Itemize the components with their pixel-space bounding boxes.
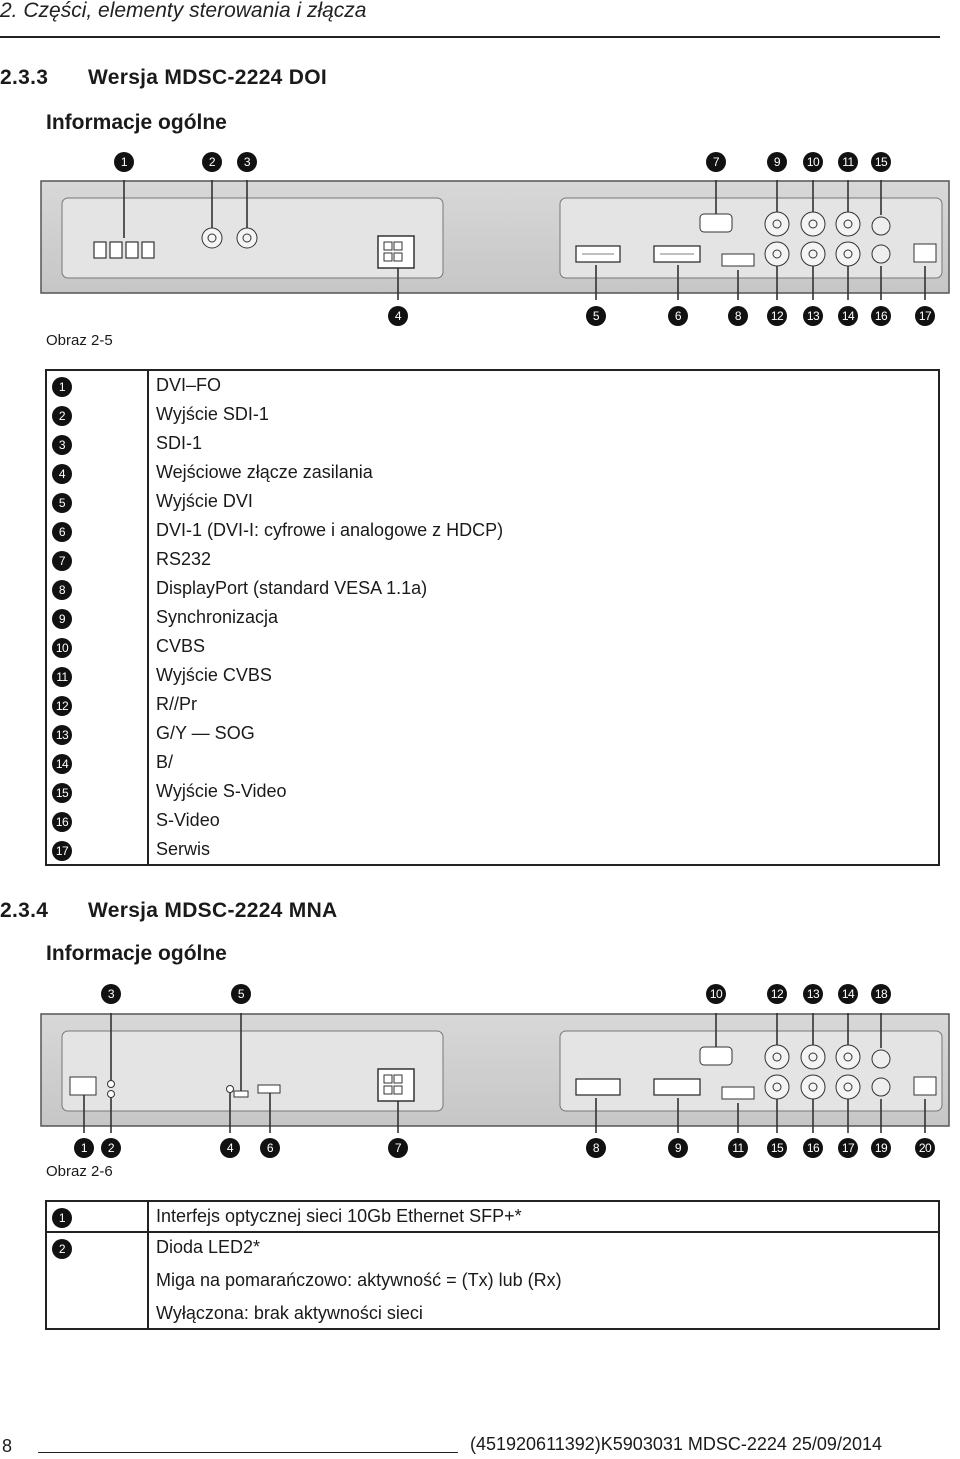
- legend-text: R//Pr: [156, 694, 198, 714]
- legend-text: DisplayPort (standard VESA 1.1a): [156, 578, 428, 598]
- callout-badge: 12: [767, 984, 787, 1004]
- section-title: Wersja MDSC-2224 MNA: [88, 899, 338, 922]
- legend-badge: 15: [52, 783, 72, 803]
- callout-badge: 16: [803, 1138, 823, 1158]
- legend-badge: 7: [52, 551, 72, 571]
- legend-text: RS232: [156, 549, 212, 569]
- legend-text-column: [148, 370, 939, 865]
- callout-badge: 7: [706, 152, 726, 172]
- callout-badge: 2: [101, 1138, 121, 1158]
- callout-badge: 2: [202, 152, 222, 172]
- legend-text: Wyjście CVBS: [156, 665, 272, 685]
- callout-badge: 20: [915, 1138, 935, 1158]
- section-subtitle: Informacje ogólne: [46, 942, 227, 965]
- callout-badge: 5: [586, 306, 606, 326]
- legend-badge: 5: [52, 493, 72, 513]
- legend-numbers-column: [46, 370, 148, 865]
- callout-badge: 10: [706, 984, 726, 1004]
- callout-badge: 15: [767, 1138, 787, 1158]
- legend-text: Dioda LED2*: [156, 1237, 261, 1257]
- footer-rule: [38, 1452, 458, 1453]
- callout-badge: 13: [803, 306, 823, 326]
- legend-badge: 2: [52, 1239, 72, 1259]
- legend-text: Wejściowe złącze zasilania: [156, 462, 373, 482]
- callout-badge: 13: [803, 984, 823, 1004]
- callout-badge: 8: [586, 1138, 606, 1158]
- section-number: 2.3.3: [0, 66, 49, 89]
- legend-text: Wyjście S-Video: [156, 781, 287, 801]
- legend-badge: 3: [52, 435, 72, 455]
- callout-badge: 18: [871, 984, 891, 1004]
- document-info: (451920611392)K5903031 MDSC-2224 25/09/2014: [470, 1434, 882, 1454]
- legend-badge: 16: [52, 812, 72, 832]
- legend-text-column: [148, 1232, 939, 1329]
- section-heading-234: [0, 899, 338, 923]
- callout-badge: 9: [767, 152, 787, 172]
- callout-badge: 12: [767, 306, 787, 326]
- callout-badge: 16: [871, 306, 891, 326]
- callout-badge: 1: [114, 152, 134, 172]
- section-number: 2.3.4: [0, 899, 49, 922]
- legend-numbers-column: [46, 1201, 148, 1232]
- chapter-title: 2. Części, elementy sterowania i złącza: [0, 0, 367, 22]
- legend-text: B/: [156, 752, 174, 772]
- callout-badge: 11: [838, 152, 858, 172]
- legend-badge: 12: [52, 696, 72, 716]
- callout-badge: 8: [728, 306, 748, 326]
- callout-badge: 17: [915, 306, 935, 326]
- figure-caption: Obraz 2-5: [46, 332, 113, 349]
- legend-text: Synchronizacja: [156, 607, 279, 627]
- callout-badge: 4: [220, 1138, 240, 1158]
- legend-badge: 4: [52, 464, 72, 484]
- callout-badge: 11: [728, 1138, 748, 1158]
- callout-badge: 14: [838, 984, 858, 1004]
- legend-numbers-column: [46, 1232, 148, 1329]
- page-number: 8: [2, 1436, 13, 1456]
- legend-badge: 13: [52, 725, 72, 745]
- section-heading-233: [0, 66, 327, 90]
- legend-text: G/Y — SOG: [156, 723, 255, 743]
- callout-badge: 3: [101, 984, 121, 1004]
- legend-text: Interfejs optycznej sieci 10Gb Ethernet SFP+*: [156, 1206, 522, 1226]
- legend-text: Wyłączona: brak aktywności sieci: [156, 1303, 423, 1323]
- legend-badge: 17: [52, 841, 72, 861]
- callout-badge: 6: [668, 306, 688, 326]
- callout-badge: 7: [388, 1138, 408, 1158]
- legend-table: [45, 369, 940, 866]
- legend-badge: 14: [52, 754, 72, 774]
- callout-badge: 3: [237, 152, 257, 172]
- callout-badge: 9: [668, 1138, 688, 1158]
- legend-table: [45, 1200, 940, 1330]
- callout-badge: 10: [803, 152, 823, 172]
- connector-panel-illustration: [40, 180, 950, 300]
- legend-text-column: [148, 1201, 939, 1232]
- legend-badge: 8: [52, 580, 72, 600]
- legend-badge: 2: [52, 406, 72, 426]
- section-subtitle: Informacje ogólne: [46, 111, 227, 134]
- legend-text: SDI-1: [156, 433, 203, 453]
- callout-badge: 14: [838, 306, 858, 326]
- legend-badge: 1: [52, 1208, 72, 1228]
- callout-badge: 6: [260, 1138, 280, 1158]
- connector-panel-illustration: [40, 1013, 950, 1133]
- legend-badge: 9: [52, 609, 72, 629]
- callout-badge: 19: [871, 1138, 891, 1158]
- header-rule: [0, 36, 940, 38]
- callout-badge: 15: [871, 152, 891, 172]
- callout-badge: 17: [838, 1138, 858, 1158]
- legend-text: S-Video: [156, 810, 220, 830]
- figure-caption: Obraz 2-6: [46, 1163, 113, 1180]
- legend-text: CVBS: [156, 636, 206, 656]
- legend-text: Wyjście SDI-1: [156, 404, 269, 424]
- legend-badge: 10: [52, 638, 72, 658]
- legend-badge: 1: [52, 377, 72, 397]
- legend-badge: 6: [52, 522, 72, 542]
- legend-text: Serwis: [156, 839, 211, 859]
- legend-text: Miga na pomarańczowo: aktywność = (Tx) lub (Rx): [156, 1270, 562, 1290]
- legend-text: Wyjście DVI: [156, 491, 253, 511]
- section-title: Wersja MDSC-2224 DOI: [88, 66, 328, 89]
- legend-text: DVI–FO: [156, 375, 222, 395]
- callout-badge: 1: [74, 1138, 94, 1158]
- callout-badge: 4: [388, 306, 408, 326]
- legend-badge: 11: [52, 667, 72, 687]
- callout-badge: 5: [231, 984, 251, 1004]
- legend-text: DVI-1 (DVI-I: cyfrowe i analogowe z HDCP): [156, 520, 504, 540]
